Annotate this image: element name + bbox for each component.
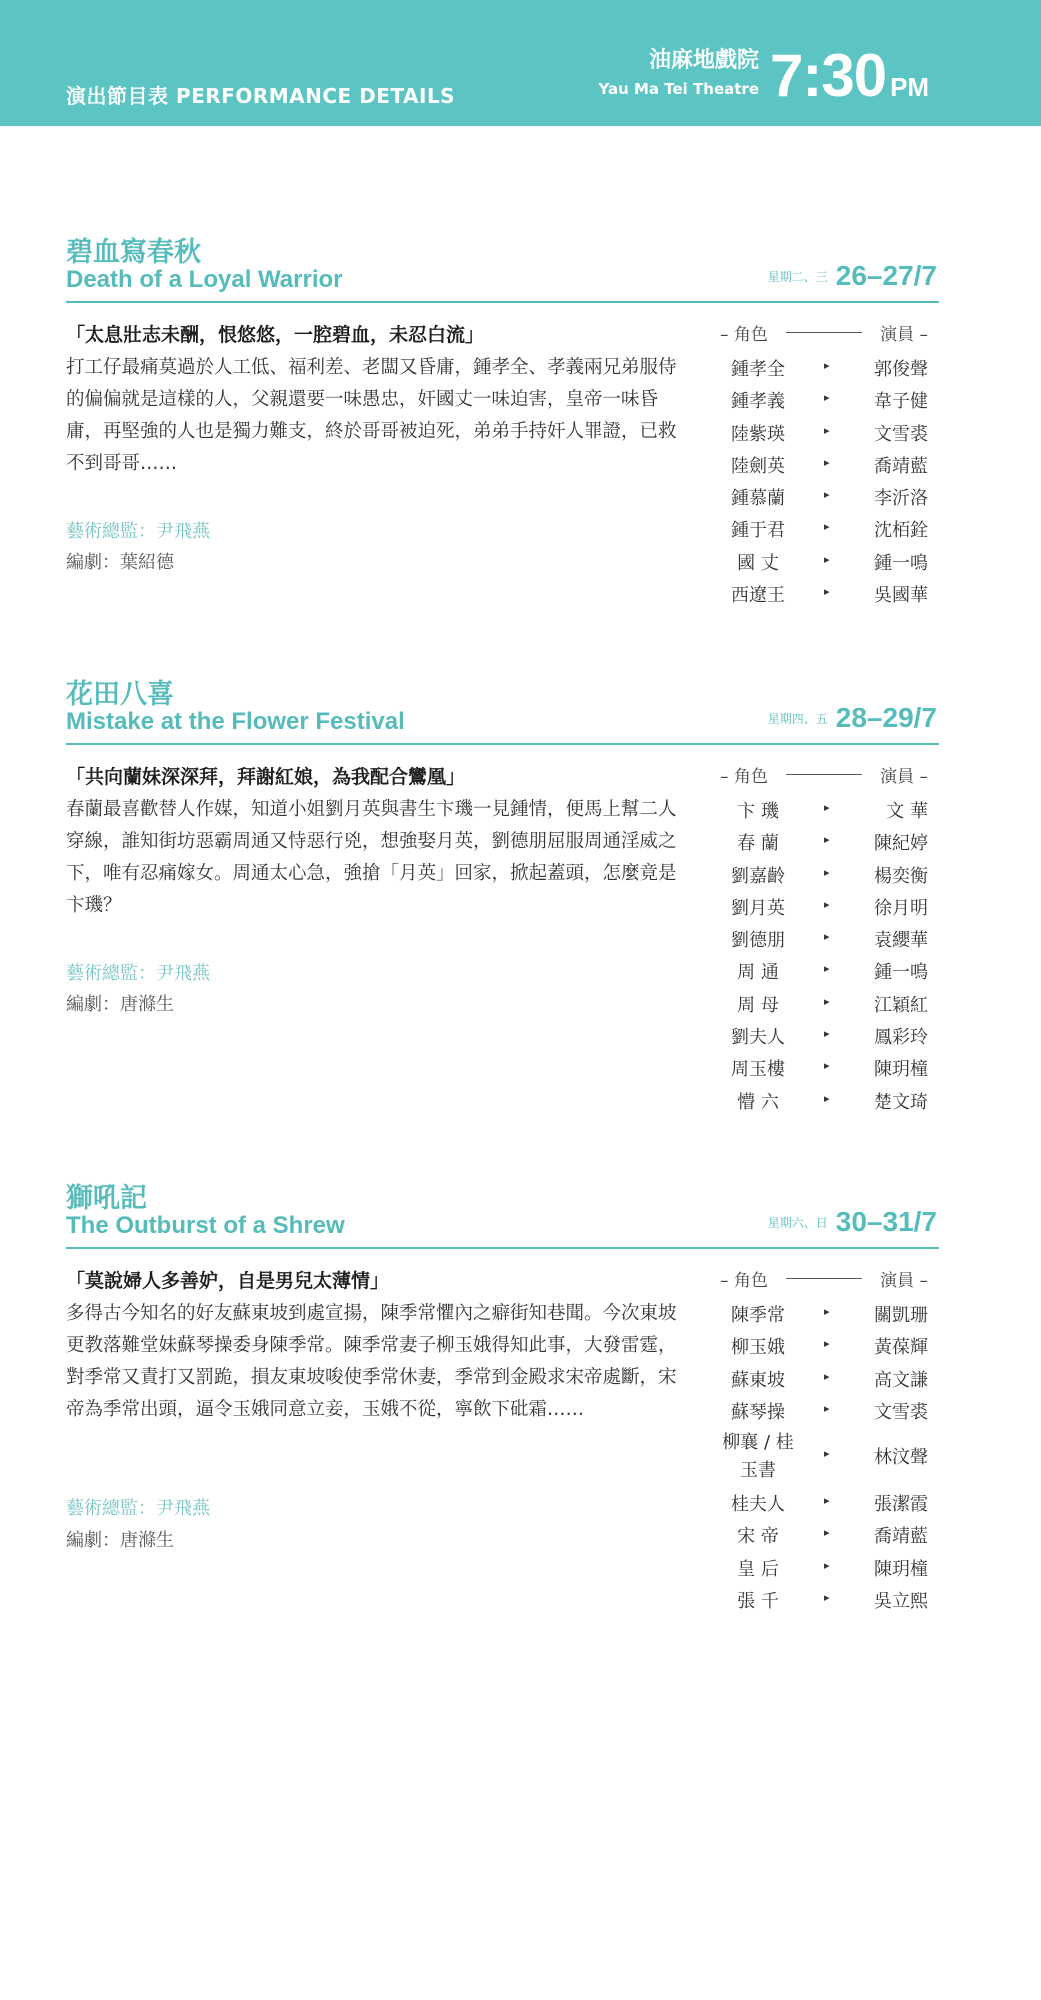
cast-actor: 楚文琦	[874, 1091, 928, 1113]
cast-role: 鍾于君	[731, 520, 785, 542]
cast-heading-rule	[786, 332, 862, 333]
cast-actor: 關凱珊	[874, 1305, 928, 1326]
show-time-suffix: PM	[890, 72, 930, 102]
cast-role: 宋 帝	[737, 1526, 779, 1548]
show-title-en: The Outburst of a Shrew	[66, 1212, 345, 1239]
arrow-icon: ▸	[824, 962, 830, 976]
arrow-icon: ▸	[824, 930, 830, 944]
artistic-director: 藝術總監：尹飛燕	[66, 1498, 210, 1519]
cast-actor: 林汶聲	[874, 1447, 928, 1469]
show-weekdays: 星期六、日	[767, 1216, 828, 1230]
show-dates	[768, 1206, 937, 1238]
cast-actor: 黃葆輝	[874, 1337, 928, 1359]
cast-role: 劉夫人	[731, 1027, 785, 1049]
cast-role: 陸紫瑛	[731, 423, 785, 445]
cast-heading-actor: 演員 –	[880, 1271, 928, 1291]
venue-name-zh: 油麻地戲院	[648, 48, 759, 73]
arrow-icon: ▸	[824, 552, 830, 566]
cast-row	[712, 826, 936, 858]
cast-row	[712, 352, 936, 384]
arrow-icon: ▸	[824, 1059, 830, 1073]
cast-role: 蘇琴操	[731, 1401, 785, 1423]
cast-heading-role: – 角色	[720, 325, 768, 345]
cast-role: 周 通	[737, 962, 779, 984]
cast-row	[712, 794, 936, 826]
cast-row	[712, 988, 936, 1020]
cast-role: 鍾慕蘭	[731, 488, 785, 510]
section-divider	[66, 301, 939, 303]
cast-row	[712, 1052, 936, 1084]
cast-row	[712, 481, 936, 513]
cast-heading-role: – 角色	[720, 767, 768, 787]
cast-actor: 吳立熙	[874, 1591, 928, 1613]
show-synopsis: 多得古今知名的好友蘇東坡到處宣揚，陳季常懼內之癖街知巷聞。今次東坡更教落難堂妹蘇琴操委身陳季常。陳季常妻子柳玉娥得知此事，大發雷霆，對季常又責打又罰跪，損友東坡唆使季常休妻，季常到金殿求宋帝處斷，宋帝為季常出頭，逼令玉娥同意立妾，玉娥不從，寧飲下砒霜……	[66, 1303, 677, 1420]
cast-list	[712, 320, 936, 610]
cast-actor: 文 華	[886, 801, 928, 822]
show-date-range: 28–29/7	[835, 702, 937, 733]
cast-actor: 陳玥橦	[874, 1059, 928, 1081]
playwright: 編劇：唐滌生	[66, 994, 174, 1015]
arrow-icon: ▸	[824, 1337, 830, 1351]
arrow-icon: ▸	[824, 359, 830, 372]
arrow-icon: ▸	[824, 1091, 830, 1105]
show-time-value: 7:30	[770, 42, 887, 109]
cast-actor: 高文謙	[874, 1369, 928, 1391]
cast-heading-rule	[786, 1278, 862, 1279]
arrow-icon: ▸	[824, 1494, 830, 1508]
cast-role: 春 蘭	[737, 833, 779, 855]
cast-role: 卞 璣	[737, 801, 779, 822]
cast-row	[712, 1363, 936, 1395]
cast-actor: 郭俊聲	[874, 359, 928, 380]
cast-actor: 韋子健	[874, 391, 928, 413]
show-dates	[768, 260, 937, 292]
arrow-icon: ▸	[824, 391, 830, 405]
arrow-icon: ▸	[824, 1447, 830, 1461]
cast-row	[712, 1085, 936, 1117]
cast-role: 劉嘉齡	[731, 865, 785, 887]
performance-details-label: 演出節目表 PERFORMANCE DETAILS	[66, 84, 456, 108]
arrow-icon: ▸	[824, 801, 830, 814]
arrow-icon: ▸	[824, 897, 830, 911]
cast-actor: 陳紀婷	[874, 833, 928, 855]
cast-actor: 鍾一鳴	[874, 552, 928, 574]
cast-role: 周 母	[737, 994, 779, 1016]
cast-row	[712, 1395, 936, 1427]
cast-actor: 江穎紅	[874, 994, 928, 1016]
arrow-icon: ▸	[824, 994, 830, 1008]
cast-list	[712, 1266, 936, 1616]
playwright: 編劇：葉紹德	[66, 552, 174, 573]
venue-name-en: Yau Ma Tei Theatre	[598, 80, 759, 98]
cast-actor: 袁纓華	[874, 930, 928, 952]
cast-row	[712, 859, 936, 891]
show-date-range: 26–27/7	[835, 260, 937, 291]
cast-actor: 陳玥橦	[874, 1558, 928, 1580]
show-synopsis: 春蘭最喜歡替人作媒，知道小姐劉月英與書生卞璣一見鍾情，便馬上幫二人穿線，誰知街坊惡霸周通又恃惡行兇，想強娶月英，劉德朋屈服周通淫威之下，唯有忍痛嫁女。周通太心急，強搶「月英」回家，掀起蓋頭，怎麼竟是卞璣？	[66, 799, 677, 916]
arrow-icon: ▸	[824, 455, 830, 469]
cast-role: 西遼王	[731, 585, 785, 607]
venue-name	[598, 50, 759, 97]
show-date-range: 30–31/7	[835, 1206, 937, 1237]
cast-row	[712, 449, 936, 481]
cast-actor: 李沂洛	[874, 488, 928, 510]
cast-actor: 徐月明	[874, 897, 928, 919]
cast-heading-actor: 演員 –	[880, 767, 928, 787]
cast-list	[712, 762, 936, 1117]
cast-row	[712, 955, 936, 987]
show-tagline: 「太息壯志未酬，恨悠悠，一腔碧血，未忍白流」	[66, 324, 485, 346]
cast-row	[712, 891, 936, 923]
cast-heading-role: – 角色	[720, 1271, 768, 1291]
cast-role: 懵 六	[737, 1091, 779, 1113]
cast-row	[712, 1487, 936, 1519]
cast-role: 劉德朋	[731, 930, 785, 952]
cast-actor: 文雪裘	[874, 423, 928, 445]
show-weekdays: 星期二、三	[767, 270, 828, 284]
cast-heading-actor: 演員 –	[880, 325, 928, 345]
cast-role: 蘇東坡	[731, 1369, 785, 1391]
cast-role: 柳襄 / 桂玉書	[722, 1432, 794, 1482]
cast-row	[712, 1427, 936, 1487]
cast-role: 張 千	[737, 1591, 779, 1613]
show-title-zh: 花田八喜	[66, 679, 174, 710]
cast-heading	[712, 762, 936, 794]
cast-actor: 張潔霞	[874, 1494, 928, 1516]
arrow-icon: ▸	[824, 520, 830, 534]
artistic-director: 藝術總監：尹飛燕	[66, 963, 210, 984]
cast-row	[712, 384, 936, 416]
cast-role: 劉月英	[731, 897, 785, 919]
arrow-icon: ▸	[824, 1401, 830, 1415]
cast-heading	[712, 320, 936, 352]
cast-actor: 沈栢銓	[874, 520, 928, 542]
cast-actor: 鳳彩玲	[874, 1027, 928, 1049]
cast-actor: 喬靖藍	[874, 455, 928, 477]
arrow-icon: ▸	[824, 1305, 830, 1318]
cast-actor: 鍾一鳴	[874, 962, 928, 984]
arrow-icon: ▸	[824, 423, 830, 437]
show-title-en: Mistake at the Flower Festival	[66, 708, 405, 735]
playwright: 編劇：唐滌生	[66, 1530, 174, 1551]
arrow-icon: ▸	[824, 833, 830, 847]
cast-row	[712, 1298, 936, 1330]
arrow-icon: ▸	[824, 1526, 830, 1540]
cast-role: 周玉樓	[731, 1059, 785, 1081]
cast-row	[712, 578, 936, 610]
show-title-zh: 碧血寫春秋	[66, 237, 201, 268]
arrow-icon: ▸	[824, 488, 830, 502]
cast-row	[712, 1552, 936, 1584]
cast-actor: 楊奕衡	[874, 865, 928, 887]
show-time	[770, 42, 930, 109]
show-title-en: Death of a Loyal Warrior	[66, 266, 343, 293]
cast-row	[712, 1584, 936, 1616]
arrow-icon: ▸	[824, 865, 830, 879]
cast-role: 陳季常	[731, 1305, 785, 1326]
cast-row	[712, 923, 936, 955]
header-bar	[0, 0, 1041, 126]
section-divider	[66, 1247, 939, 1249]
artistic-director: 藝術總監：尹飛燕	[66, 521, 210, 542]
show-title-zh: 獅吼記	[66, 1183, 147, 1214]
show-dates	[768, 702, 937, 734]
cast-row	[712, 1330, 936, 1362]
cast-row	[712, 1519, 936, 1551]
arrow-icon: ▸	[824, 1369, 830, 1383]
cast-actor: 文雪裘	[874, 1401, 928, 1423]
arrow-icon: ▸	[824, 1558, 830, 1572]
cast-role: 鍾孝全	[731, 359, 785, 380]
cast-role: 陸劍英	[731, 455, 785, 477]
cast-actor: 吳國華	[874, 585, 928, 607]
arrow-icon: ▸	[824, 1591, 830, 1605]
section-divider	[66, 743, 939, 745]
show-tagline: 「莫說婦人多善妒，自是男兒太薄情」	[66, 1270, 390, 1292]
cast-heading-rule	[786, 774, 862, 775]
show-synopsis: 打工仔最痛莫過於人工低、福利差、老闆又昏庸，鍾孝全、孝義兩兄弟服侍的偏偏就是這樣的人，父親還要一味愚忠，奸國丈一味迫害，皇帝一味昏庸，再堅強的人也是獨力難支，終於哥哥被迫死，弟弟手持奸人罪證，已救不到哥哥……	[66, 357, 677, 474]
cast-role: 鍾孝義	[731, 391, 785, 413]
cast-role: 柳玉娥	[731, 1337, 785, 1359]
cast-actor: 喬靖藍	[874, 1526, 928, 1548]
show-weekdays: 星期四、五	[767, 712, 828, 726]
cast-row	[712, 546, 936, 578]
cast-row	[712, 1020, 936, 1052]
cast-role: 桂夫人	[731, 1494, 785, 1516]
cast-role: 國 丈	[737, 552, 779, 574]
arrow-icon: ▸	[824, 585, 830, 599]
cast-role: 皇 后	[737, 1558, 779, 1580]
arrow-icon: ▸	[824, 1027, 830, 1041]
cast-row	[712, 417, 936, 449]
show-tagline: 「共向蘭妹深深拜，拜謝紅娘，為我配合鸞凰」	[66, 766, 466, 788]
cast-row	[712, 513, 936, 545]
cast-heading	[712, 1266, 936, 1298]
